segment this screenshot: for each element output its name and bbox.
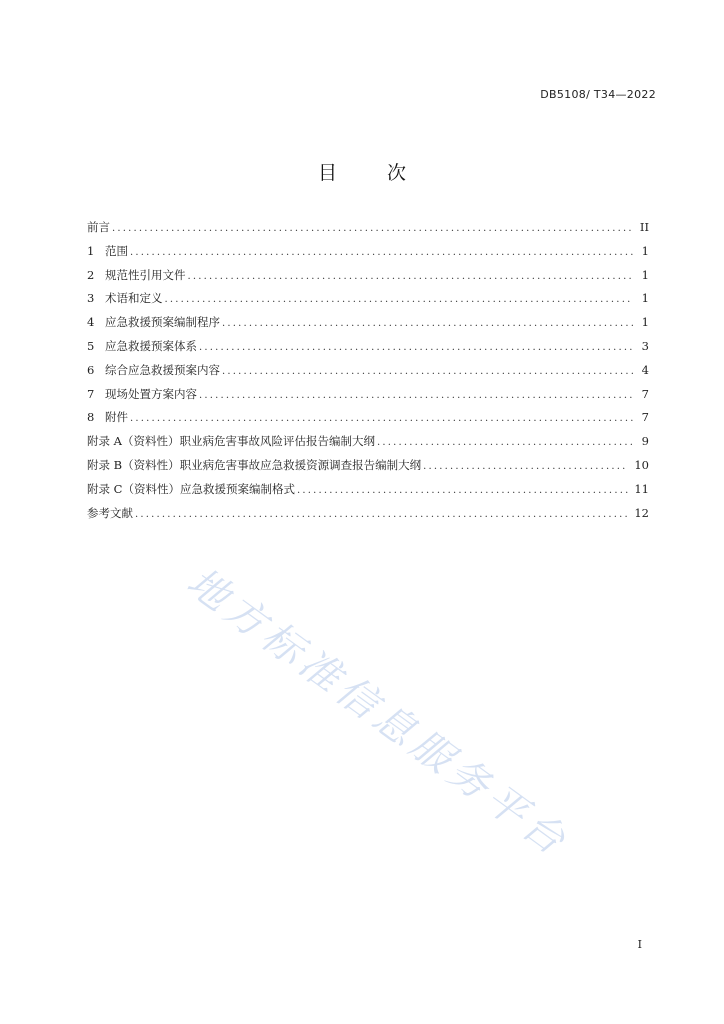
toc-leader-dots (199, 384, 633, 408)
toc-entry-label: 附件 (105, 410, 128, 425)
toc-entry[interactable] (87, 502, 649, 526)
toc-entry[interactable] (87, 454, 649, 478)
toc-entry-number: 5 (87, 338, 95, 353)
toc-leader-dots (222, 312, 633, 336)
toc-entry-label: 术语和定义 (105, 291, 163, 306)
toc-entry-page: 10 (634, 457, 649, 472)
toc-entry-number: 8 (87, 410, 95, 425)
toc-entry-page: 3 (641, 338, 649, 353)
toc-entry-label: 规范性引用文件 (105, 267, 186, 282)
toc-entry-label: 范围 (105, 243, 128, 258)
page-number: I (637, 938, 642, 951)
toc-entry-number: 4 (87, 315, 95, 330)
toc-entry[interactable] (87, 240, 649, 264)
toc-entry-annex: 附录 C (87, 481, 123, 496)
toc-entry-nature: （资料性） (122, 457, 180, 472)
toc-entry-page: 4 (641, 362, 649, 377)
toc-entry-page: 1 (641, 267, 649, 282)
toc-entry-page: 1 (641, 243, 649, 258)
toc-leader-dots (130, 407, 633, 431)
toc-entry-label: 综合应急救援预案内容 (105, 362, 220, 377)
toc-entry-number: 2 (87, 267, 95, 282)
toc-entry-number: 7 (87, 386, 95, 401)
toc-entry-label: 现场处置方案内容 (105, 386, 197, 401)
toc-entry[interactable] (87, 264, 649, 288)
toc-entry-page: 1 (641, 315, 649, 330)
toc-leader-dots (165, 288, 634, 312)
toc-entry[interactable] (87, 383, 649, 407)
toc-leader-dots (423, 455, 628, 479)
toc-entry[interactable] (87, 311, 649, 335)
toc-entry-page: 11 (634, 481, 649, 496)
toc-leader-dots (130, 241, 633, 265)
toc-entry-page: 1 (641, 291, 649, 306)
toc-entry-label: 职业病危害事故风险评估报告编制大纲 (179, 434, 375, 449)
toc-entry-label: 应急救援预案编制格式 (179, 481, 295, 496)
toc-entry-label: 前言 (87, 220, 110, 234)
toc-entry-page: 12 (634, 505, 649, 520)
toc-entry-nature: （资料性） (121, 434, 180, 449)
toc-leader-dots (112, 217, 633, 241)
toc-leader-dots (222, 360, 633, 384)
toc-leader-dots (297, 479, 628, 503)
toc-entry-label: 应急救援预案编制程序 (105, 315, 220, 330)
toc-leader-dots (188, 265, 634, 289)
table-of-contents (87, 216, 649, 525)
toc-leader-dots (135, 503, 628, 527)
toc-entry[interactable] (87, 359, 649, 383)
toc-entry-page: 9 (641, 434, 649, 449)
toc-entry-number: 6 (87, 362, 95, 377)
toc-entry-page: 7 (641, 410, 649, 425)
toc-entry[interactable] (87, 406, 649, 430)
toc-entry[interactable] (87, 335, 649, 359)
watermark: 地方标准信息服务平台 (178, 559, 578, 867)
toc-entry-number: 3 (87, 291, 95, 306)
toc-entry-annex: 附录 A (87, 434, 122, 449)
toc-entry-number: 1 (87, 243, 95, 258)
toc-entry[interactable] (87, 216, 649, 240)
page-title: 目 次 (317, 162, 429, 184)
toc-entry[interactable] (87, 430, 649, 454)
toc-entry[interactable] (87, 287, 649, 311)
toc-entry-label: 职业病危害事故应急救援资源调查报告编制大纲 (179, 457, 422, 472)
toc-leader-dots (199, 336, 633, 360)
toc-entry-nature: （资料性） (122, 481, 180, 496)
toc-entry-page: II (639, 220, 649, 234)
toc-entry-annex: 附录 B (87, 457, 123, 472)
toc-entry-page: 7 (641, 386, 649, 401)
toc-entry-label: 应急救援预案体系 (105, 338, 197, 353)
toc-entry-label: 参考文献 (87, 505, 133, 520)
toc-entry[interactable] (87, 478, 649, 502)
document-code: DB5108/ T34—2022 (540, 88, 656, 101)
toc-leader-dots (377, 431, 633, 455)
